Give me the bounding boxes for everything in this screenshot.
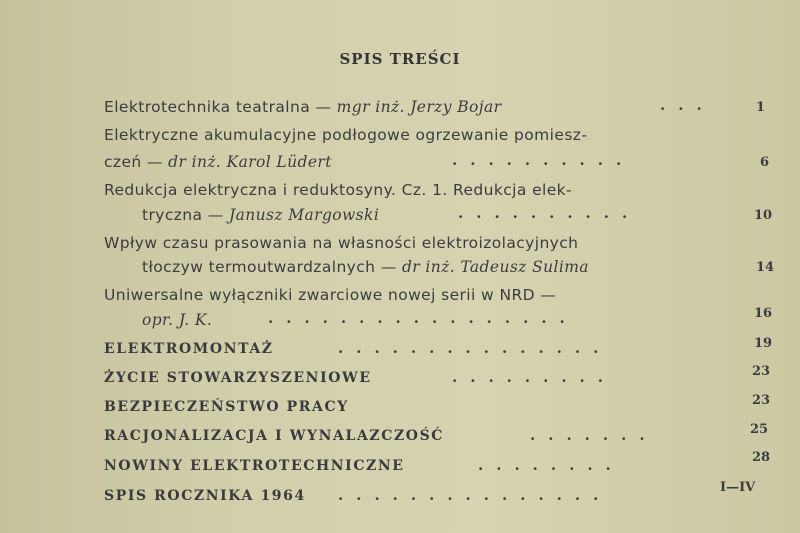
toc-entry-1-page: 1 xyxy=(756,100,766,115)
toc-entry-3-author: Janusz Margowski xyxy=(228,206,380,224)
toc-entry-4-line-1: Wpływ czasu prasowania na własności elektroizolacyjnych xyxy=(104,234,579,252)
toc-entry-5-page: 16 xyxy=(754,306,773,321)
toc-entry-3-title: tryczna — xyxy=(142,206,229,224)
toc-section-elektromontaz-page: 19 xyxy=(754,336,773,351)
toc-section-spis-rocznika-page: I—IV xyxy=(720,480,756,495)
toc-entry-4-line-2 xyxy=(142,258,589,276)
toc-section-bezpieczenstwo-pracy-page: 23 xyxy=(752,393,771,408)
toc-section-elektromontaz: ELEKTROMONTAŻ xyxy=(104,341,274,357)
leader-dots: .......... xyxy=(458,204,641,222)
toc-entry-3-line-2 xyxy=(142,206,379,224)
toc-entry-2-author: dr inż. Karol Lüdert xyxy=(168,153,332,171)
toc-entry-5-author: opr. J. K. xyxy=(142,311,213,329)
toc-section-zycie-stowarzyszeniowe-page: 23 xyxy=(752,364,771,379)
toc-entry-5-line-2 xyxy=(142,311,212,329)
leader-dots: ....... xyxy=(530,426,658,444)
toc-section-racjonalizacja: RACJONALIZACJA I WYNALAZCZOŚĆ xyxy=(104,428,445,444)
toc-section-racjonalizacja-page: 25 xyxy=(750,422,769,437)
leader-dots: .......... xyxy=(452,151,635,169)
toc-entry-2-line-1: Elektryczne akumulacyjne podłogowe ogrzewanie pomiesz- xyxy=(104,126,588,144)
toc-entry-3-page: 10 xyxy=(754,208,773,223)
page-title: SPIS TREŚCI xyxy=(339,50,461,68)
toc-entry-5-line-1: Uniwersalne wyłączniki zwarciowe nowej serii w NRD — xyxy=(104,286,557,304)
toc-entry-2-title: czeń — xyxy=(104,153,169,171)
toc-entry-2-page: 6 xyxy=(760,155,770,170)
toc-section-zycie-stowarzyszeniowe: ŻYCIE STOWARZYSZENIOWE xyxy=(104,370,372,386)
toc-entry-1-author: mgr inż. Jerzy Bojar xyxy=(336,98,502,116)
toc-section-nowiny-elektrotechniczne: NOWINY ELEKTROTECHNICZNE xyxy=(104,458,405,474)
toc-entry-1-line xyxy=(104,98,501,116)
toc-entry-3-line-1: Redukcja elektryczna i reduktosyny. Cz. 1. Redukcja elek- xyxy=(104,181,573,199)
toc-entry-1-title: Elektrotechnika teatralna — xyxy=(104,98,337,116)
leader-dots: ............... xyxy=(338,339,612,357)
toc-section-bezpieczenstwo-pracy: BEZPIECZEŃSTWO PRACY xyxy=(104,399,349,415)
toc-section-spis-rocznika: SPIS ROCZNIKA 1964 xyxy=(104,488,306,504)
leader-dots: ................. xyxy=(268,309,578,327)
leader-dots: ......... xyxy=(452,368,616,386)
toc-entry-4-author: dr inż. Tadeusz Sulima xyxy=(401,258,589,276)
toc-entry-4-title: tłoczyw termoutwardzalnych — xyxy=(142,258,402,276)
toc-entry-4-page: 14 xyxy=(756,260,775,275)
leader-dots: ... xyxy=(660,96,715,114)
leader-dots: ............... xyxy=(338,486,612,504)
toc-entry-2-line-2 xyxy=(104,153,332,171)
leader-dots: ........ xyxy=(478,456,624,474)
toc-section-nowiny-elektrotechniczne-page: 28 xyxy=(752,450,771,465)
